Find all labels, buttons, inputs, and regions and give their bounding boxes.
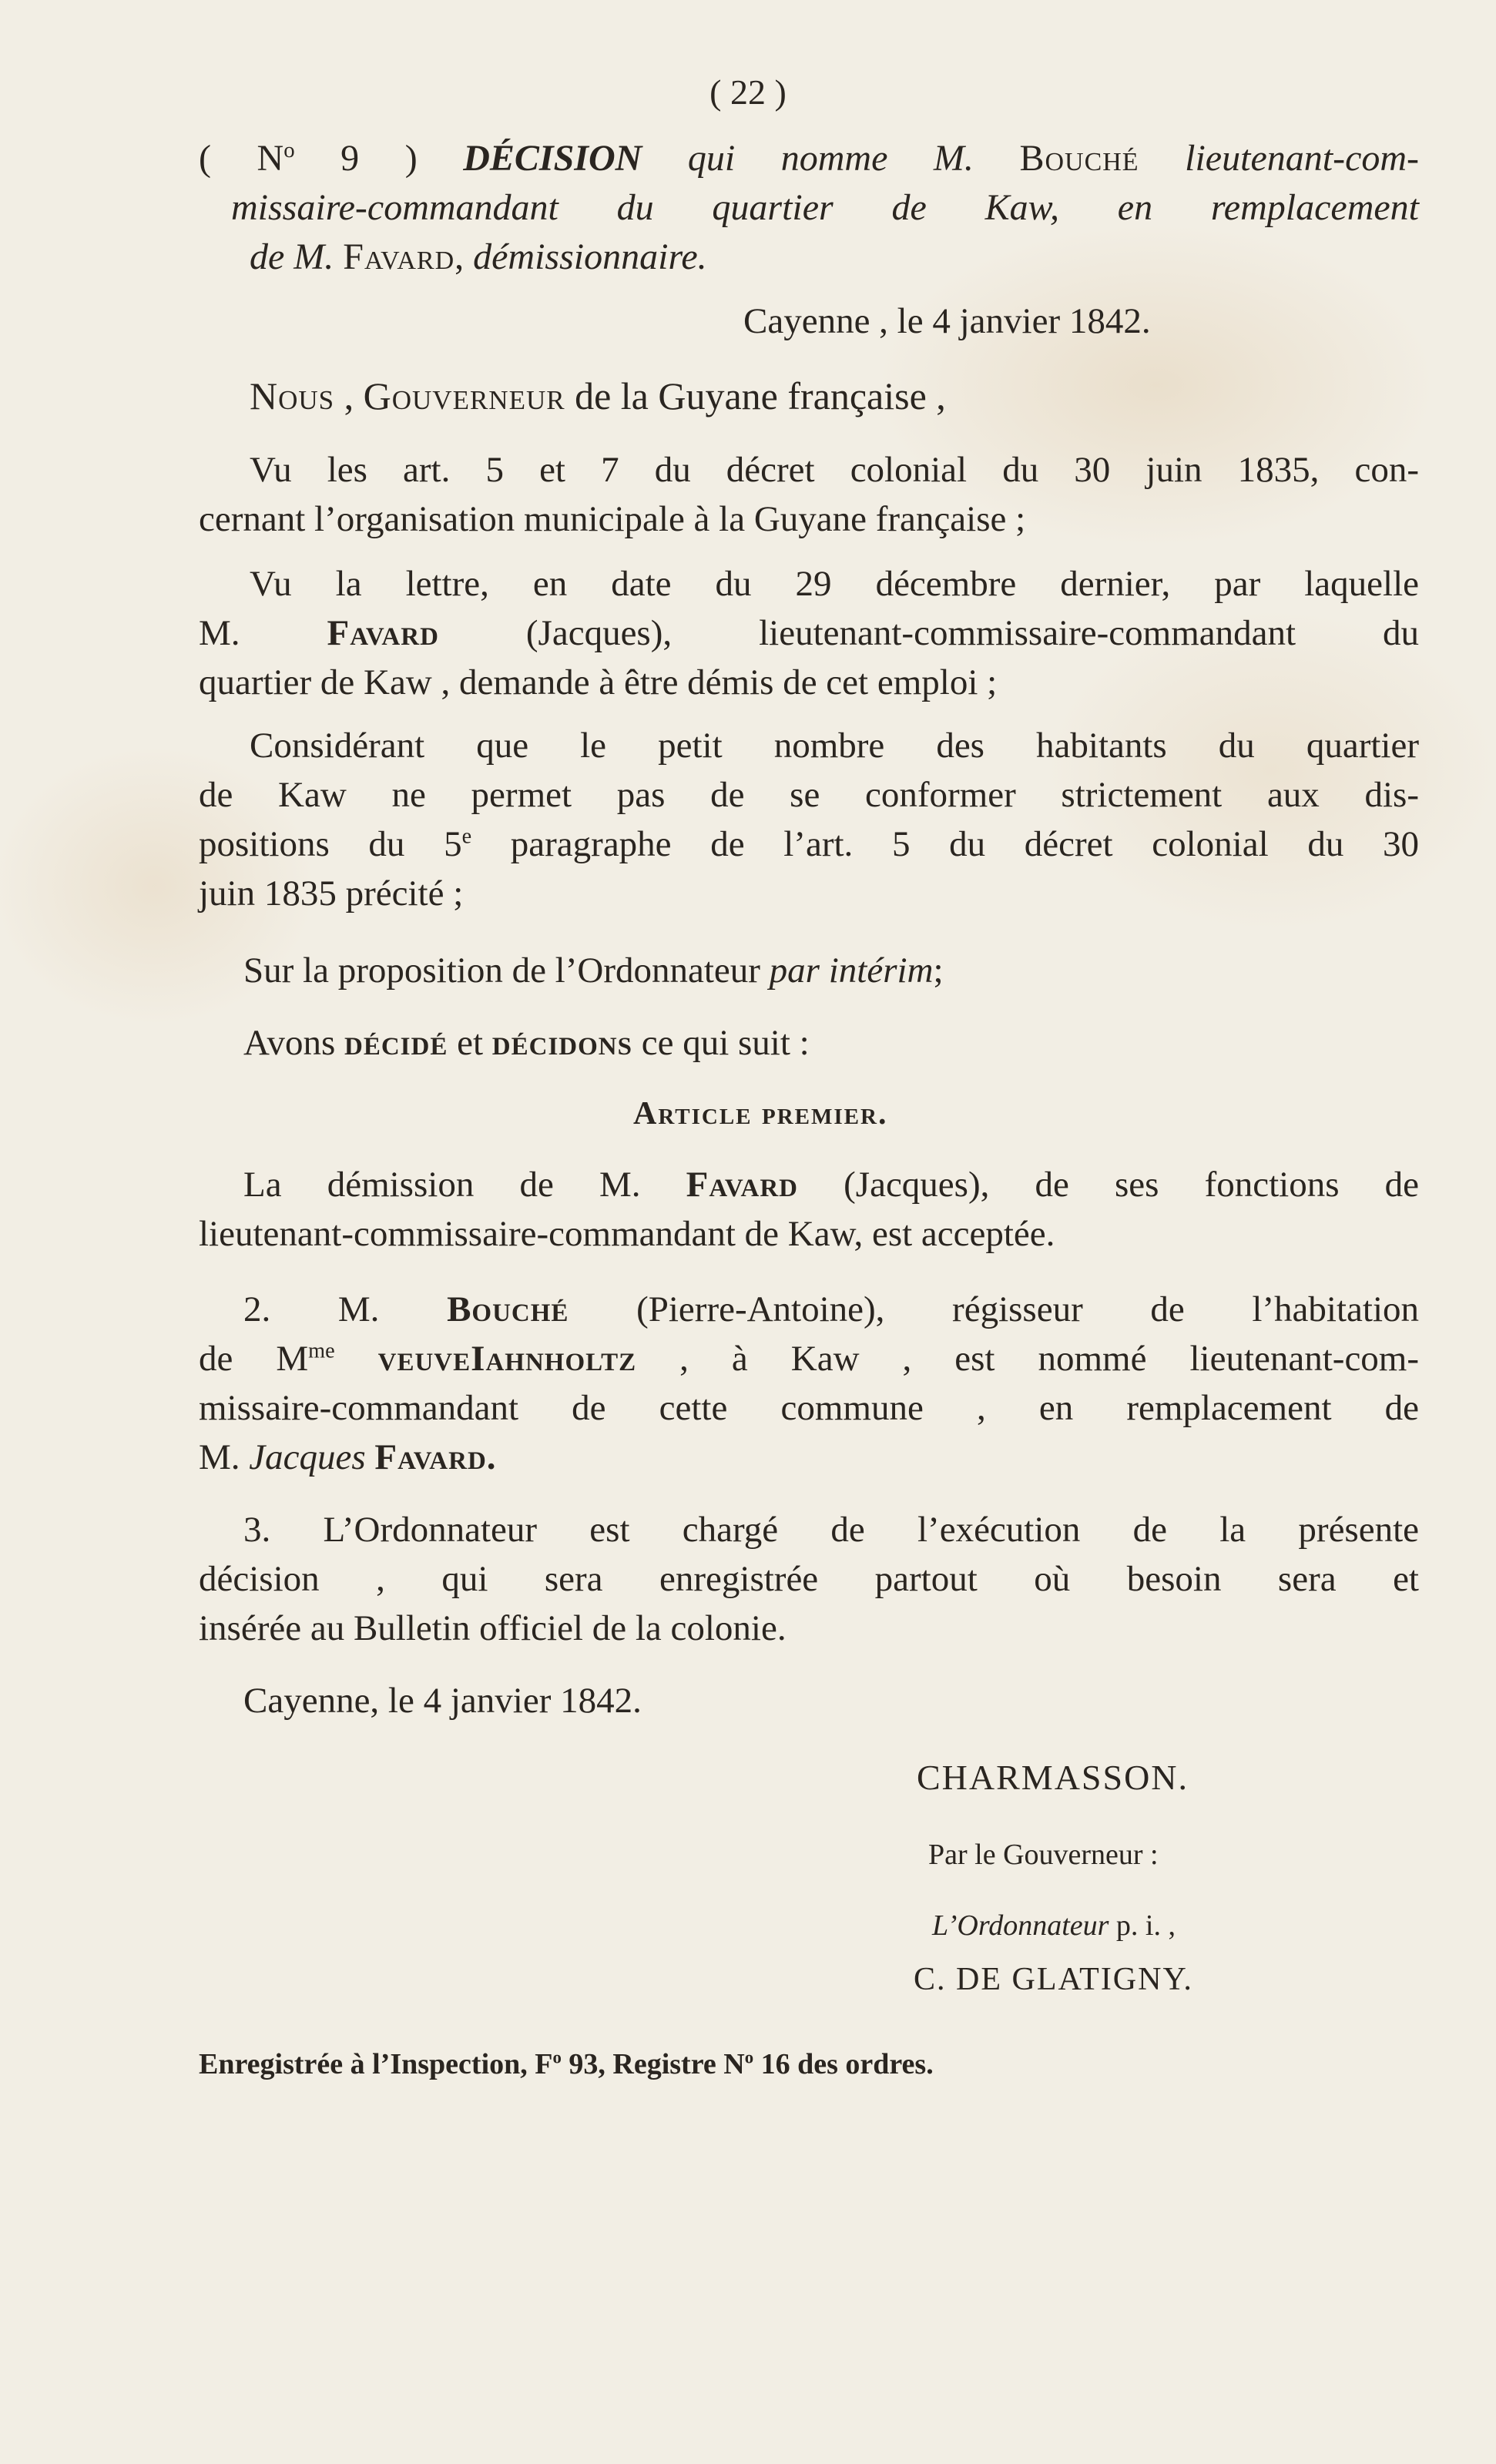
par-le-gouverneur: Par le Gouverneur : [928,1839,1159,1871]
para2-line-1: Vu la lettre, en date du 29 décembre dernier, par laquelle [250,564,1419,604]
registration-footer: Enregistrée à l’Inspection, $F^o$ 93, Registre $N^o$ 16 des ordres. [199,2047,934,2080]
decision-title-line-1: ( $N^o$ 9 ) DÉCISION qui nomme M. Bouché lieutenant-com- [199,138,1420,179]
art2-line-2: de $M^{me}$ veuveIahnholtz , à Kaw , est nommé lieutenant-com- [199,1339,1420,1379]
name-bouche: Bouché [1019,138,1139,179]
para4-line: Sur la proposition de l’Ordonnateur par intérim; [243,950,944,991]
nous-gouverneur: Nous , Gouverneur de la Guyane française , [250,374,946,417]
article-heading: Article premier. [633,1096,888,1131]
page-number: ( 22 ) [709,72,787,112]
art1-line-2: lieutenant-commissaire-commandant de Kaw, est acceptée. [199,1214,1055,1254]
signature-charmasson: CHARMASSON. [917,1758,1189,1797]
art3-line-2: décision , qui sera enregistrée partout où besoin sera et [199,1559,1419,1599]
para1-line-1: Vu les art. 5 et 7 du décret colonial du 30 juin 1835, con- [250,450,1419,490]
para3-line-2: de Kaw ne permet pas de se conformer strictement aux dis- [199,775,1419,815]
para2-line-2: M. Favard (Jacques), lieutenant-commissaire-commandant du [199,613,1420,653]
ordonnateur-line: L’Ordonnateur p. i. , [932,1909,1176,1942]
art3-line-3: insérée au Bulletin officiel de la colonie. [199,1608,787,1648]
art2-line-1: 2. M. Bouché (Pierre-Antoine), régisseur de l’habitation [243,1289,1420,1329]
para3-line-1: Considérant que le petit nombre des habitants du quartier [250,726,1419,766]
signature-glatigny: C. DE GLATIGNY. [914,1962,1193,1997]
para5-line: Avons décidé et décidons ce qui suit : [243,1023,810,1063]
para2-line-3: quartier de Kaw , demande à être démis de cet emploi ; [199,662,998,702]
decision-word: DÉCISION [463,138,642,179]
decision-number: ( $N^o$ 9 ) [199,138,418,179]
decision-title-line-2: missaire-commandant du quartier de Kaw, en remplacement [231,187,1419,228]
art2-line-4: M. Jacques Favard. [199,1437,497,1477]
art3-line-1: 3. L’Ordonnateur est chargé de l’exécution de la présente [243,1510,1419,1550]
art1-line-1: La démission de M. Favard (Jacques), de ses fonctions de [243,1165,1419,1205]
dateline: Cayenne , le 4 janvier 1842. [743,301,1151,341]
closing-date: Cayenne, le 4 janvier 1842. [243,1681,642,1721]
para1-line-2: cernant l’organisation municipale à la Guyane française ; [199,499,1026,539]
decision-title-line-3: de M. Favard, démissionnaire. [250,236,707,277]
para3-line-3: positions du 5e paragraphe de l’art. 5 du décret colonial du 30 [199,824,1419,864]
art2-line-3: missaire-commandant de cette commune , en remplacement de [199,1388,1419,1428]
name-favard: Favard [343,236,455,277]
para3-line-4: juin 1835 précité ; [199,873,464,914]
